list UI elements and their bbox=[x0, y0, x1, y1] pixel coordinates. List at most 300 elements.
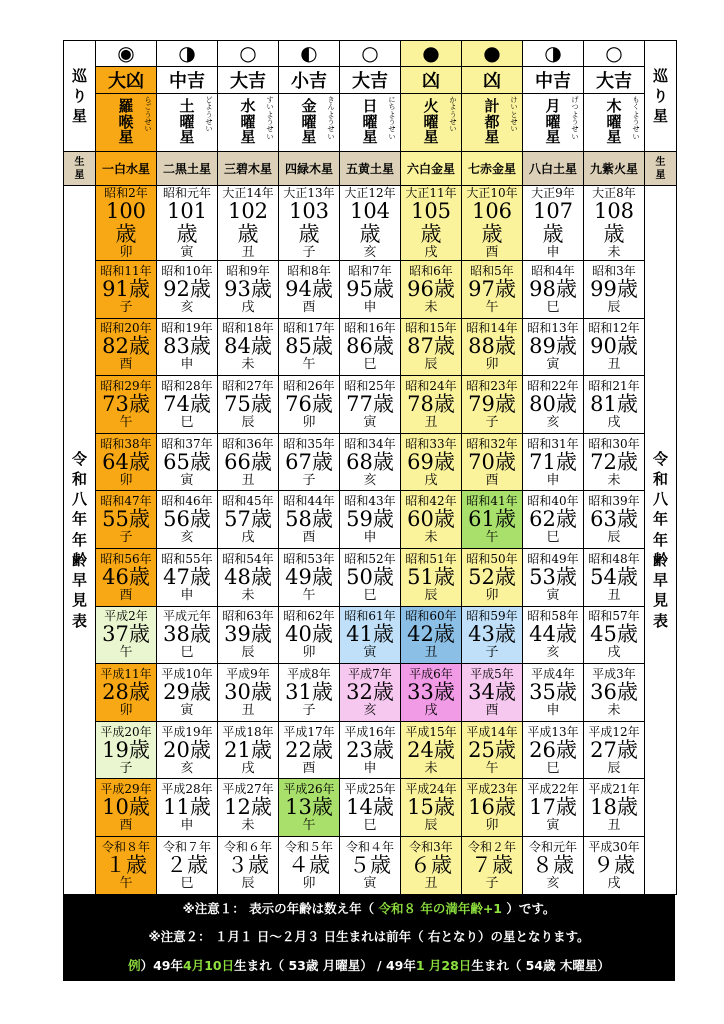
age-value: １歳 bbox=[105, 852, 147, 877]
age-cell bbox=[584, 318, 645, 376]
zodiac-sign: 亥 bbox=[180, 299, 194, 315]
zodiac-sign: 酉 bbox=[485, 472, 499, 488]
age-value: 40歳 bbox=[285, 622, 333, 647]
birth-year: 昭和33年 bbox=[405, 436, 457, 451]
age-cell bbox=[462, 433, 523, 491]
age-value: 33歳 bbox=[407, 679, 455, 704]
fortune-symbol-icon: ◉ bbox=[117, 41, 135, 65]
age-value: 52歳 bbox=[468, 564, 516, 589]
age-cell bbox=[279, 376, 340, 434]
age-cell bbox=[401, 376, 462, 434]
zodiac-sign: 亥 bbox=[180, 760, 194, 776]
zodiac-sign: 寅 bbox=[363, 645, 377, 661]
age-value: 90歳 bbox=[590, 334, 638, 359]
age-chart-sheet bbox=[63, 40, 675, 976]
birth-year: 昭和8年 bbox=[287, 263, 331, 278]
zodiac-sign: 酉 bbox=[485, 702, 499, 718]
age-cell bbox=[401, 261, 462, 319]
age-value: 85歳 bbox=[285, 334, 333, 359]
age-value: 31歳 bbox=[285, 679, 333, 704]
age-cell bbox=[462, 491, 523, 549]
star-reading: すいようせい bbox=[266, 96, 274, 141]
honmei-star-label: 一白水星 bbox=[96, 152, 157, 186]
age-value: 35歳 bbox=[529, 679, 577, 704]
fortune-symbol-cell bbox=[96, 41, 157, 67]
age-value: 54歳 bbox=[590, 564, 638, 589]
age-value: 60歳 bbox=[407, 507, 455, 532]
age-cell bbox=[523, 548, 584, 606]
star-name: 金曜星 bbox=[301, 96, 317, 147]
age-chart-table bbox=[63, 40, 677, 895]
zodiac-sign: 丑 bbox=[424, 645, 438, 661]
birth-year: 平成27年 bbox=[222, 782, 274, 797]
age-cell bbox=[96, 318, 157, 376]
age-value: 13歳 bbox=[285, 795, 333, 820]
honmei-star-label: 七赤金星 bbox=[462, 152, 523, 186]
age-cell bbox=[157, 606, 218, 664]
age-cell bbox=[218, 606, 279, 664]
age-value: 28歳 bbox=[102, 679, 150, 704]
age-value: 27歳 bbox=[590, 737, 638, 762]
age-value: 75歳 bbox=[224, 391, 272, 416]
age-value: 10歳 bbox=[102, 795, 150, 820]
age-value: 96歳 bbox=[407, 276, 455, 301]
zodiac-sign: 亥 bbox=[363, 702, 377, 718]
age-value: 74歳 bbox=[163, 391, 211, 416]
zodiac-sign: 申 bbox=[180, 587, 194, 603]
star-name-cell bbox=[157, 94, 218, 152]
age-value: 22歳 bbox=[285, 737, 333, 762]
zodiac-sign: 午 bbox=[485, 530, 499, 546]
zodiac-sign: 辰 bbox=[424, 587, 438, 603]
birth-year: 昭和6年 bbox=[409, 263, 453, 278]
honmei-star-label: 八白土星 bbox=[523, 152, 584, 186]
age-cell bbox=[523, 433, 584, 491]
age-row bbox=[64, 779, 677, 837]
age-value: 101歳 bbox=[166, 199, 208, 246]
age-value: 30歳 bbox=[224, 679, 272, 704]
zodiac-sign: 子 bbox=[119, 299, 133, 315]
birth-year: 昭和55年 bbox=[161, 551, 213, 566]
age-value: 49歳 bbox=[285, 564, 333, 589]
note-2: ※注意２： １月１ 日～２月３ 日生まれは前年（ 右となり）の星となります。 bbox=[148, 929, 590, 945]
birth-year: 昭和56年 bbox=[100, 551, 152, 566]
age-row bbox=[64, 491, 677, 549]
zodiac-sign: 卯 bbox=[119, 702, 133, 718]
age-cell bbox=[462, 548, 523, 606]
age-value: 39歳 bbox=[224, 622, 272, 647]
age-row bbox=[64, 836, 677, 894]
age-value: 59歳 bbox=[346, 507, 394, 532]
fortune-symbol-icon: ● bbox=[422, 41, 440, 65]
age-value: 17歳 bbox=[529, 795, 577, 820]
age-cell bbox=[157, 261, 218, 319]
zodiac-sign: 子 bbox=[485, 875, 499, 891]
zodiac-sign: 寅 bbox=[180, 472, 194, 488]
birth-year: 昭和44年 bbox=[283, 494, 335, 509]
birth-year: 昭和41年 bbox=[466, 494, 518, 509]
star-name: 木曜星 bbox=[606, 96, 622, 147]
birth-year: 平成14年 bbox=[466, 724, 518, 739]
zodiac-sign: 寅 bbox=[180, 245, 194, 260]
star-name: 羅喉星 bbox=[118, 96, 134, 147]
age-value: 46歳 bbox=[102, 564, 150, 589]
age-value: 16歳 bbox=[468, 795, 516, 820]
age-value: ８歳 bbox=[532, 852, 574, 877]
zodiac-sign: 子 bbox=[302, 245, 316, 260]
age-value: 99歳 bbox=[590, 276, 638, 301]
star-name-cell bbox=[401, 94, 462, 152]
age-cell bbox=[340, 376, 401, 434]
zodiac-sign: 亥 bbox=[363, 472, 377, 488]
birth-year: 平成28年 bbox=[161, 782, 213, 797]
birth-year: 平成22年 bbox=[527, 782, 579, 797]
age-value: 21歳 bbox=[224, 737, 272, 762]
zodiac-sign: 巳 bbox=[180, 645, 194, 661]
star-name-cell bbox=[340, 94, 401, 152]
birth-year: 令和４年 bbox=[345, 839, 394, 854]
birth-year: 平成8年 bbox=[287, 666, 331, 681]
birth-year: 昭和17年 bbox=[283, 321, 335, 336]
birth-year: 平成24年 bbox=[405, 782, 457, 797]
birth-year: 平成元年 bbox=[162, 609, 211, 624]
age-cell bbox=[340, 664, 401, 722]
star-name-cell bbox=[96, 94, 157, 152]
age-cell bbox=[340, 318, 401, 376]
fortune-label: 凶 bbox=[462, 67, 523, 94]
zodiac-sign: 亥 bbox=[180, 530, 194, 546]
zodiac-sign: 申 bbox=[546, 702, 560, 718]
age-value: 91歳 bbox=[102, 276, 150, 301]
age-cell bbox=[462, 318, 523, 376]
birth-year: 平成13年 bbox=[527, 724, 579, 739]
age-cell bbox=[279, 491, 340, 549]
zodiac-sign: 丑 bbox=[424, 414, 438, 430]
age-cell bbox=[96, 779, 157, 837]
age-cell bbox=[584, 186, 645, 261]
age-cell bbox=[523, 664, 584, 722]
age-value: 66歳 bbox=[224, 449, 272, 474]
age-cell bbox=[401, 721, 462, 779]
birth-year: 昭和29年 bbox=[100, 378, 152, 393]
birth-year: 大正10年 bbox=[466, 186, 518, 200]
birth-year: 大正13年 bbox=[283, 186, 335, 200]
age-value: 72歳 bbox=[590, 449, 638, 474]
age-cell bbox=[279, 836, 340, 894]
birth-year: 昭和16年 bbox=[344, 321, 396, 336]
age-row bbox=[64, 721, 677, 779]
zodiac-sign: 丑 bbox=[424, 875, 438, 891]
zodiac-sign: 巳 bbox=[546, 299, 560, 315]
star-name: 火曜星 bbox=[423, 96, 439, 147]
age-cell bbox=[401, 491, 462, 549]
star-name: 月曜星 bbox=[545, 96, 561, 147]
birth-year: 令和3年 bbox=[409, 839, 453, 854]
age-cell bbox=[340, 261, 401, 319]
age-value: 84歳 bbox=[224, 334, 272, 359]
age-value: 89歳 bbox=[529, 334, 577, 359]
birth-year: 平成3年 bbox=[592, 666, 636, 681]
star-name-cell bbox=[462, 94, 523, 152]
fortune-symbol-cell bbox=[218, 41, 279, 67]
note-example: 例）49年4月10日生まれ（ 53歳 月曜星） / 49年1 月28日生まれ（ 54歳 木曜星） bbox=[128, 957, 610, 973]
zodiac-sign: 丑 bbox=[607, 587, 621, 603]
birth-year: 昭和21年 bbox=[588, 378, 640, 393]
zodiac-sign: 巳 bbox=[363, 818, 377, 834]
birth-year: 昭和27年 bbox=[222, 378, 274, 393]
star-name: 計都星 bbox=[484, 96, 500, 147]
age-value: 70歳 bbox=[468, 449, 516, 474]
birth-year: 平成10年 bbox=[161, 666, 213, 681]
birth-year: 令和６年 bbox=[223, 839, 272, 854]
star-name-cell bbox=[523, 94, 584, 152]
age-cell bbox=[279, 186, 340, 261]
zodiac-sign: 未 bbox=[424, 299, 438, 315]
zodiac-sign: 巳 bbox=[363, 357, 377, 373]
birth-year: 昭和7年 bbox=[348, 263, 392, 278]
age-cell bbox=[96, 186, 157, 261]
zodiac-sign: 子 bbox=[302, 702, 316, 718]
birth-year: 令和５年 bbox=[284, 839, 333, 854]
zodiac-sign: 亥 bbox=[546, 414, 560, 430]
right-sei-label: 生星 bbox=[645, 152, 677, 186]
birth-year: 昭和51年 bbox=[405, 551, 457, 566]
zodiac-sign: 酉 bbox=[485, 245, 499, 260]
age-row bbox=[64, 433, 677, 491]
birth-year: 昭和18年 bbox=[222, 321, 274, 336]
birth-year: 平成19年 bbox=[161, 724, 213, 739]
age-value: 94歳 bbox=[285, 276, 333, 301]
age-cell bbox=[157, 186, 218, 261]
age-value: 88歳 bbox=[468, 334, 516, 359]
zodiac-sign: 寅 bbox=[363, 414, 377, 430]
zodiac-sign: 卯 bbox=[485, 587, 499, 603]
birth-year: 昭和40年 bbox=[527, 494, 579, 509]
right-meguri-label: 巡り星 bbox=[645, 41, 677, 152]
age-cell bbox=[523, 376, 584, 434]
age-value: 100歳 bbox=[105, 199, 147, 246]
zodiac-sign: 寅 bbox=[180, 702, 194, 718]
age-cell bbox=[462, 836, 523, 894]
zodiac-sign: 卯 bbox=[302, 645, 316, 661]
zodiac-sign: 戌 bbox=[607, 414, 621, 430]
birth-year: 昭和62年 bbox=[283, 609, 335, 624]
age-cell bbox=[218, 779, 279, 837]
age-cell bbox=[96, 433, 157, 491]
star-name: 水曜星 bbox=[240, 96, 256, 147]
age-value: 87歳 bbox=[407, 334, 455, 359]
age-cell bbox=[340, 433, 401, 491]
birth-year: 昭和42年 bbox=[405, 494, 457, 509]
birth-year: 平成6年 bbox=[409, 666, 453, 681]
zodiac-sign: 卯 bbox=[485, 818, 499, 834]
age-cell bbox=[584, 664, 645, 722]
birth-year: 昭和28年 bbox=[161, 378, 213, 393]
zodiac-sign: 未 bbox=[607, 702, 621, 718]
age-value: 95歳 bbox=[346, 276, 394, 301]
fortune-label: 中吉 bbox=[157, 67, 218, 94]
age-cell bbox=[584, 721, 645, 779]
age-value: 50歳 bbox=[346, 564, 394, 589]
age-cell bbox=[462, 376, 523, 434]
zodiac-sign: 辰 bbox=[607, 530, 621, 546]
zodiac-sign: 子 bbox=[119, 760, 133, 776]
fortune-symbol-cell bbox=[584, 41, 645, 67]
age-value: 93歳 bbox=[224, 276, 272, 301]
age-cell bbox=[523, 721, 584, 779]
age-cell bbox=[462, 186, 523, 261]
zodiac-sign: 巳 bbox=[180, 414, 194, 430]
fortune-symbol-cell bbox=[523, 41, 584, 67]
zodiac-sign: 巳 bbox=[546, 530, 560, 546]
age-cell bbox=[523, 186, 584, 261]
birth-year: 昭和30年 bbox=[588, 436, 640, 451]
zodiac-sign: 申 bbox=[363, 299, 377, 315]
right-side-title: 令和八年 年齢早見表 bbox=[645, 186, 677, 895]
left-sei-label: 生星 bbox=[64, 152, 96, 186]
age-cell bbox=[218, 836, 279, 894]
fortune-symbol-icon: ◐ bbox=[300, 41, 318, 65]
birth-year: 昭和23年 bbox=[466, 378, 518, 393]
age-cell bbox=[96, 261, 157, 319]
birth-year: 昭和2年 bbox=[104, 186, 148, 200]
age-cell bbox=[584, 261, 645, 319]
age-value: 73歳 bbox=[102, 391, 150, 416]
age-cell bbox=[462, 721, 523, 779]
fortune-symbol-icon: ○ bbox=[239, 41, 257, 65]
zodiac-sign: 卯 bbox=[302, 875, 316, 891]
zodiac-sign: 午 bbox=[302, 818, 316, 834]
zodiac-sign: 未 bbox=[607, 245, 621, 260]
star-reading: にちようせい bbox=[388, 96, 396, 141]
age-value: 57歳 bbox=[224, 507, 272, 532]
zodiac-sign: 午 bbox=[302, 587, 316, 603]
age-cell bbox=[96, 376, 157, 434]
age-cell bbox=[340, 548, 401, 606]
fortune-label: 凶 bbox=[401, 67, 462, 94]
birth-year: 平成5年 bbox=[470, 666, 514, 681]
age-row bbox=[64, 186, 677, 261]
age-cell bbox=[218, 491, 279, 549]
birth-year: 昭和63年 bbox=[222, 609, 274, 624]
zodiac-sign: 未 bbox=[607, 472, 621, 488]
age-cell bbox=[462, 261, 523, 319]
star-name: 土曜星 bbox=[179, 96, 195, 147]
birth-year: 昭和14年 bbox=[466, 321, 518, 336]
birth-year: 昭和50年 bbox=[466, 551, 518, 566]
star-reading: げつようせい bbox=[571, 96, 579, 141]
age-cell bbox=[584, 433, 645, 491]
birth-year: 昭和59年 bbox=[466, 609, 518, 624]
zodiac-sign: 丑 bbox=[607, 818, 621, 834]
zodiac-sign: 酉 bbox=[119, 818, 133, 834]
age-cell bbox=[401, 318, 462, 376]
fortune-label: 大吉 bbox=[584, 67, 645, 94]
fortune-symbol-cell bbox=[401, 41, 462, 67]
age-value: 48歳 bbox=[224, 564, 272, 589]
zodiac-sign: 卯 bbox=[485, 357, 499, 373]
zodiac-sign: 午 bbox=[302, 357, 316, 373]
birth-year: 大正12年 bbox=[344, 186, 396, 200]
age-value: 26歳 bbox=[529, 737, 577, 762]
zodiac-sign: 戌 bbox=[424, 702, 438, 718]
zodiac-sign: 申 bbox=[363, 760, 377, 776]
age-cell bbox=[279, 548, 340, 606]
age-cell bbox=[584, 491, 645, 549]
zodiac-sign: 卯 bbox=[119, 472, 133, 488]
birth-year: 大正11年 bbox=[405, 186, 457, 200]
age-value: 76歳 bbox=[285, 391, 333, 416]
birth-year: 昭和10年 bbox=[161, 263, 213, 278]
age-value: 19歳 bbox=[102, 737, 150, 762]
age-cell bbox=[584, 376, 645, 434]
age-cell bbox=[96, 836, 157, 894]
age-value: 103歳 bbox=[288, 199, 330, 246]
age-cell bbox=[401, 186, 462, 261]
zodiac-sign: 酉 bbox=[302, 760, 316, 776]
fortune-label: 大吉 bbox=[218, 67, 279, 94]
age-value: 18歳 bbox=[590, 795, 638, 820]
age-value: 107歳 bbox=[532, 199, 574, 246]
age-cell bbox=[157, 548, 218, 606]
age-value: 82歳 bbox=[102, 334, 150, 359]
age-cell bbox=[401, 606, 462, 664]
birth-year: 昭和37年 bbox=[161, 436, 213, 451]
zodiac-sign: 戌 bbox=[607, 645, 621, 661]
zodiac-sign: 辰 bbox=[241, 645, 255, 661]
age-value: ６歳 bbox=[410, 852, 452, 877]
birth-year: 昭和47年 bbox=[100, 494, 152, 509]
age-value: 58歳 bbox=[285, 507, 333, 532]
zodiac-sign: 戌 bbox=[424, 472, 438, 488]
age-cell bbox=[157, 836, 218, 894]
zodiac-sign: 戌 bbox=[241, 530, 255, 546]
fortune-label: 中吉 bbox=[523, 67, 584, 94]
age-value: 44歳 bbox=[529, 622, 577, 647]
zodiac-sign: 酉 bbox=[119, 587, 133, 603]
zodiac-sign: 辰 bbox=[241, 414, 255, 430]
age-cell bbox=[523, 261, 584, 319]
age-value: 24歳 bbox=[407, 737, 455, 762]
zodiac-sign: 卯 bbox=[302, 414, 316, 430]
zodiac-sign: 辰 bbox=[607, 760, 621, 776]
age-cell bbox=[523, 779, 584, 837]
birth-year: 平成23年 bbox=[466, 782, 518, 797]
age-cell bbox=[340, 186, 401, 261]
age-cell bbox=[157, 664, 218, 722]
zodiac-sign: 申 bbox=[180, 818, 194, 834]
birth-year: 昭和38年 bbox=[100, 436, 152, 451]
birth-year: 平成20年 bbox=[100, 724, 152, 739]
age-value: 42歳 bbox=[407, 622, 455, 647]
honmei-star-label: 四緑木星 bbox=[279, 152, 340, 186]
birth-year: 昭和45年 bbox=[222, 494, 274, 509]
zodiac-sign: 子 bbox=[302, 472, 316, 488]
age-cell bbox=[584, 779, 645, 837]
birth-year: 平成26年 bbox=[283, 782, 335, 797]
zodiac-sign: 寅 bbox=[546, 818, 560, 834]
zodiac-sign: 子 bbox=[119, 530, 133, 546]
birth-year: 昭和13年 bbox=[527, 321, 579, 336]
notes-box bbox=[63, 895, 675, 981]
zodiac-sign: 巳 bbox=[546, 760, 560, 776]
zodiac-sign: 酉 bbox=[302, 530, 316, 546]
age-cell bbox=[340, 836, 401, 894]
age-cell bbox=[340, 491, 401, 549]
age-value: 61歳 bbox=[468, 507, 516, 532]
age-cell bbox=[157, 491, 218, 549]
birth-year: 昭和34年 bbox=[344, 436, 396, 451]
